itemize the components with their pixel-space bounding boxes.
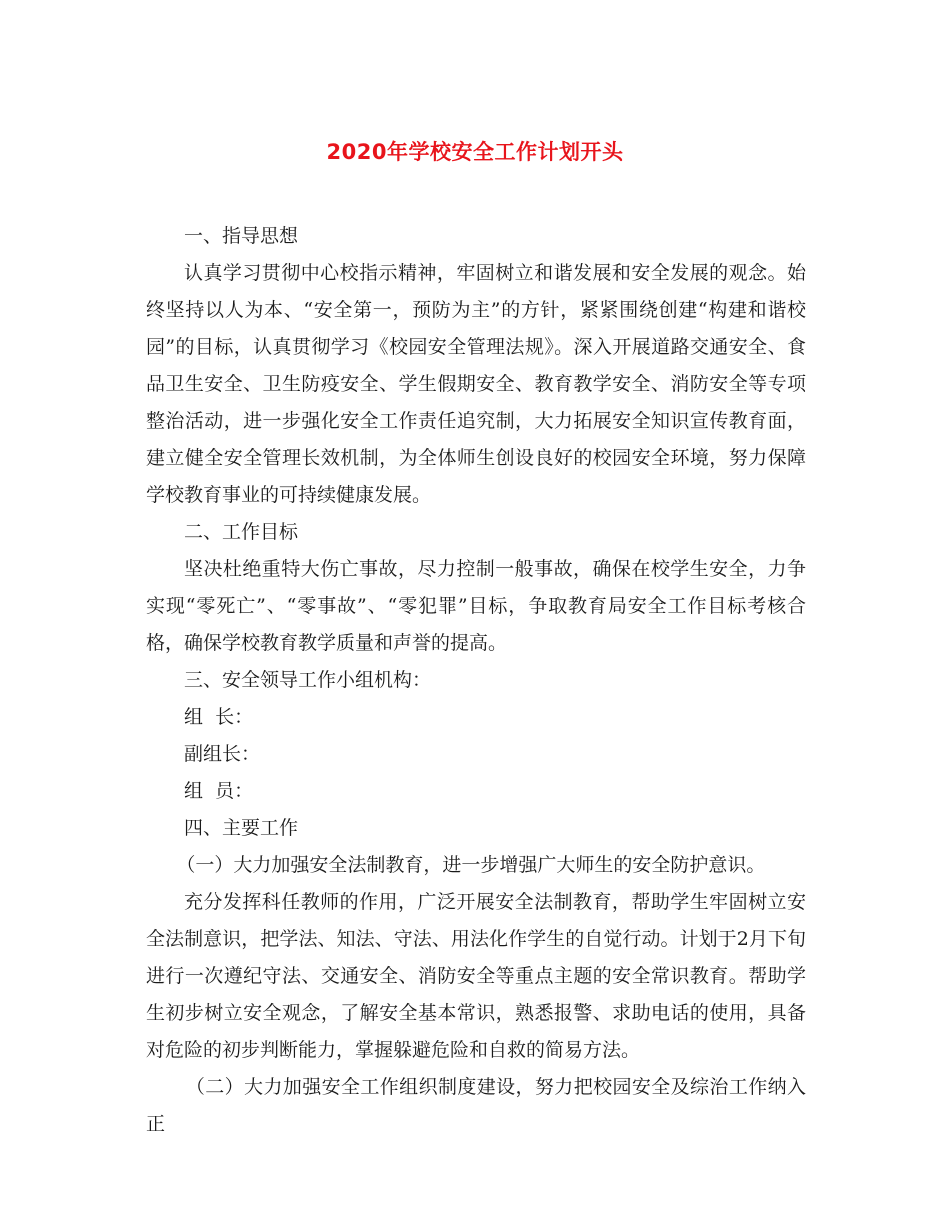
- document-body: [146, 218, 806, 1143]
- subheading-legal-education: （一）大力加强安全法制教育，进一步增强广大师生的安全防护意识。: [176, 854, 766, 876]
- deputy-leader-line: 副组长：: [184, 743, 261, 765]
- section-heading-work-goals: 二、工作目标: [184, 521, 299, 543]
- document-title: 2020年学校安全工作计划开头: [326, 140, 624, 164]
- section-heading-main-work: 四、主要工作: [184, 817, 299, 839]
- leader-line: 组 长：: [184, 706, 254, 728]
- paragraph-legal-education: 充分发挥科任教师的作用，广泛开展安全法制教育，帮助学生牢固树立安全法制意识，把学法、知法、守法、用法化作学生的自觉行动。计划于2月下旬进行一次遵纪守法、交通安全、消防安全等重点主题的安全常识教育。帮助学生初步树立安全观念，了解安全基本常识，熟悉报警、求助电话的使用，具备对危险的初步判断能力，掌握躲避危险和自救的简易方法。: [146, 891, 806, 1061]
- subheading-organization-system: （二）大力加强安全工作组织制度建设，努力把校园安全及综治工作纳入正: [146, 1076, 806, 1135]
- section-heading-guiding-ideology: 一、指导思想: [184, 225, 299, 247]
- paragraph-work-goals: 坚决杜绝重特大伤亡事故，尽力控制一般事故，确保在校学生安全，力争实现“零死亡”、“零事故”、“零犯罪”目标，争取教育局安全工作目标考核合格，确保学校教育教学质量和声誉的提高。: [146, 558, 806, 654]
- member-line: 组 员：: [184, 780, 254, 802]
- paragraph-guiding-ideology: 认真学习贯彻中心校指示精神，牢固树立和谐发展和安全发展的观念。始终坚持以人为本、“安全第一，预防为主”的方针，紧紧围绕创建“构建和谐校园”的目标，认真贯彻学习《校园安全管理法规》。深入开展道路交通安全、食品卫生安全、卫生防疫安全、学生假期安全、教育教学安全、消防安全等专项整治活动，进一步强化安全工作责任追究制，大力拓展安全知识宣传教育面，建立健全安全管理长效机制，为全体师生创设良好的校园安全环境，努力保障学校教育事业的可持续健康发展。: [146, 262, 806, 506]
- section-heading-leadership-group: 三、安全领导工作小组机构：: [184, 669, 432, 691]
